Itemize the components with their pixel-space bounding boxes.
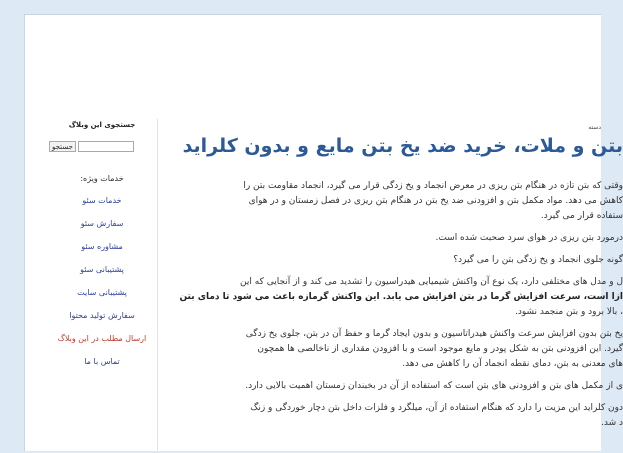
sidebar-link-site-support[interactable]: پشتیبانی سایت <box>77 288 127 297</box>
search-form <box>47 141 157 152</box>
services-title: خدمات ویژه: <box>80 174 124 183</box>
paragraph: وقتی که بتن تازه در هنگام بتن ریزی در معرض انجماد و یخ زدگی قرار می گیرد، انجماد مقاومت بتن را کاهش می دهد. مواد مکمل بتن و افزودنی ضد یخ بتن در هنگام بتن ریزی در فصل زمستان و در هوای ستفاده قرار می گیرد. <box>243 181 623 221</box>
sidebar-link-seo-order[interactable]: سفارش سئو <box>80 219 124 228</box>
search-input[interactable] <box>78 141 134 152</box>
paragraph: درمورد بتن ریزی در هوای سرد صحبت شده است. <box>435 233 623 243</box>
sidebar-link-contact[interactable]: تماس با ما <box>84 357 120 366</box>
sidebar-link-seo-services[interactable]: خدمات سئو <box>82 196 122 205</box>
sidebar-link-content-order[interactable]: سفارش تولید محتوا <box>69 311 135 320</box>
search-button[interactable]: جستجو <box>49 141 76 152</box>
sidebar-link-submit-post[interactable]: ارسال مطلب در این وبلاگ <box>57 334 147 343</box>
sidebar-link-seo-consulting[interactable]: مشاوره سئو <box>81 242 123 251</box>
header-banner <box>25 15 601 105</box>
paragraph: ل و مدل های مختلفی دارد، یک نوع آن واکنش شیمیایی هیدراسیون را تشدید می کند و از آنجایی که این ازا است، سرعت افزایش گرما در بتن افزایش می یابد. این واکنش گرمازه باعث می شود تا دمای بتن ، بالا برود و بتن منجمد نشود. <box>179 277 623 317</box>
paragraph: دون کلراید این مزیت را دارد که هنگام استفاده از آن، میلگرد و فلزات داخل بتن دچار خوردگی و زنگ د شد. <box>250 403 623 428</box>
post-body <box>163 179 623 438</box>
breadcrumb[interactable]: دسته <box>588 124 601 131</box>
paragraph: گونه جلوی انجماد و یخ زدگی بتن را می گیرد؟ <box>453 255 623 265</box>
post-title[interactable]: بتن و ملات، خرید ضد یخ بتن مایع و بدون کلراید <box>182 135 623 157</box>
sidebar-link-seo-support[interactable]: پشتیبانی سئو <box>80 265 124 274</box>
paragraph: ی از مکمل های بتن و افزودنی های بتن است که استفاده از آن در بخبندان زمستان اهمیت بالایی دارد. <box>245 381 623 391</box>
sidebar <box>47 119 158 451</box>
main-content <box>153 113 623 453</box>
page <box>24 14 623 451</box>
paragraph: یخ بتن بدون افزایش سرعت واکنش هیدراتاسیون و بدون ایجاد گرما و حفظ آن در بتن، جلوی یخ زدگی گیرد. این افزودنی بتن به شکل پودر و مایع موجود است و با افزودن مقداری از ناخالصی ها همچون های معدنی به بتن، دمای نقطه انجماد آن را کاهش می دهد. <box>245 329 623 369</box>
search-title: جستجوی این وبلاگ <box>68 121 136 129</box>
